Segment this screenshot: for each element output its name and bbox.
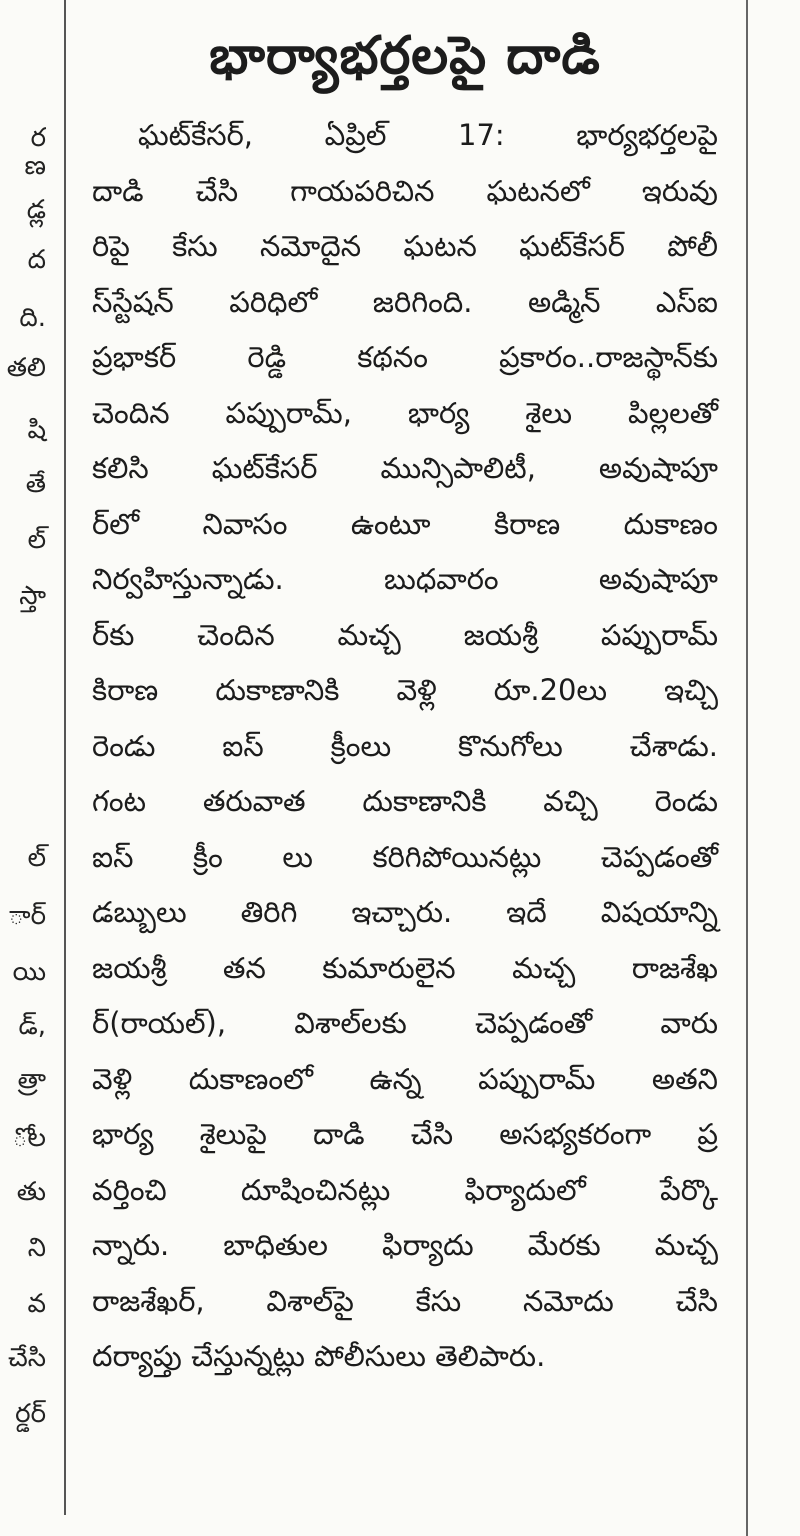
- article-line: ర్‌కు చెందిన మచ్చ జయశ్రీ పప్పురామ్: [92, 617, 718, 652]
- adjacent-text-fragment: వ: [27, 1289, 46, 1319]
- article-body: [92, 108, 718, 1385]
- adjacent-text-fragment: ని: [27, 1233, 46, 1263]
- article-headline: భార్యాభర్తలపై దాడి: [209, 26, 601, 86]
- adjacent-text-fragment: ల్: [27, 843, 46, 873]
- adjacent-article-column: [0, 0, 64, 1536]
- column-divider-left: [64, 0, 66, 1515]
- adjacent-text-fragment: ోల: [12, 1123, 46, 1153]
- adjacent-text-fragment: ల్: [27, 525, 46, 555]
- article-line: రాజశేఖర్, విశాల్‌పై కేసు నమోదు చేసి: [92, 1283, 718, 1318]
- article-line: రిపై కేసు నమోదైన ఘటన ఘట్‌కేసర్ పోలీ: [92, 229, 718, 263]
- adjacent-text-fragment: ది.: [19, 303, 46, 333]
- adjacent-text-fragment: తలి: [6, 353, 46, 383]
- adjacent-text-fragment: షి: [27, 415, 46, 445]
- article-line: చెందిన పప్పురామ్, భార్య శైలు పిల్లలతో: [92, 395, 718, 430]
- article-line: గంట తరువాత దుకాణానికి వచ్చి రెండు: [92, 784, 718, 818]
- article-line: డబ్బులు తిరిగి ఇచ్చారు. ఇదే విషయాన్ని: [92, 895, 718, 929]
- adjacent-text-fragment: డ్,: [18, 1011, 46, 1041]
- adjacent-text-fragment: యి: [12, 957, 46, 987]
- article-line: స్‌స్టేషన్ పరిధిలో జరిగింది. అడ్మిన్ ఎస్‌ఐ: [92, 284, 718, 319]
- adjacent-text-fragment: ర: [30, 123, 46, 153]
- article-line: వెళ్లి దుకాణంలో ఉన్న పప్పురామ్ అతని: [92, 1061, 718, 1096]
- article-line: కిరాణ దుకాణానికి వెళ్లి రూ.20లు ఇచ్చి: [92, 673, 718, 707]
- adjacent-text-fragment: తే: [25, 469, 46, 499]
- adjacent-text-fragment: ద: [27, 245, 46, 275]
- article-line: నిర్వహిస్తున్నాడు. బుధవారం అవుషాపూ: [92, 562, 718, 596]
- adjacent-text-fragment: చేసి: [7, 1343, 46, 1373]
- column-divider-right: [746, 0, 748, 1536]
- article-line: భార్య శైలుపై దాడి చేసి అసభ్యకరంగా ప్ర: [92, 1117, 718, 1151]
- article-line: ప్రభాకర్ రెడ్డి కథనం ప్రకారం..రాజస్థాన్‌కు: [92, 340, 718, 374]
- article-line: న్నారు. బాధితుల ఫిర్యాదు మేరకు మచ్చ: [92, 1228, 718, 1262]
- article-line: రెండు ఐస్ క్రీంలు కొనుగోలు చేశాడు.: [92, 728, 718, 763]
- article-line: దాడి చేసి గాయపరిచిన ఘటనలో ఇరువు: [92, 173, 718, 208]
- article-line: ఘట్‌కేసర్, ఏప్రిల్ 17: భార్యభర్తలపై: [138, 118, 718, 152]
- adjacent-text-fragment: ర్డర్: [15, 1399, 46, 1429]
- adjacent-text-fragment: తు: [16, 1177, 46, 1207]
- article-line: జయశ్రీ తన కుమారులైన మచ్చ రాజశేఖ: [92, 950, 718, 985]
- adjacent-text-fragment: ార్: [8, 901, 46, 931]
- adjacent-text-fragment: త్రా: [17, 1065, 46, 1095]
- adjacent-text-fragment: డ్ల: [26, 195, 46, 225]
- article-line: ర్(రాయల్), విశాల్‌లకు చెప్పడంతో వారు: [92, 1006, 718, 1040]
- article-line: వర్తించి దూషించినట్లు ఫిర్యాదులో పేర్కొ: [92, 1172, 718, 1207]
- article-line: దర్యాప్తు చేస్తున్నట్లు పోలీసులు తెలిపారు.: [92, 1339, 546, 1373]
- article-line: ఐస్ క్రీం లు కరిగిపోయినట్లు చెప్పడంతో: [92, 839, 718, 874]
- news-article: [92, 18, 718, 1385]
- adjacent-text-fragment: ణ: [24, 151, 46, 181]
- article-line: ర్‌లో నివాసం ఉంటూ కిరాణ దుకాణం: [92, 506, 718, 541]
- article-line: కలిసి ఘట్‌కేసర్ మున్సిపాలిటీ, అవుషాపూ: [92, 451, 718, 485]
- adjacent-text-fragment: స్తా: [19, 581, 46, 611]
